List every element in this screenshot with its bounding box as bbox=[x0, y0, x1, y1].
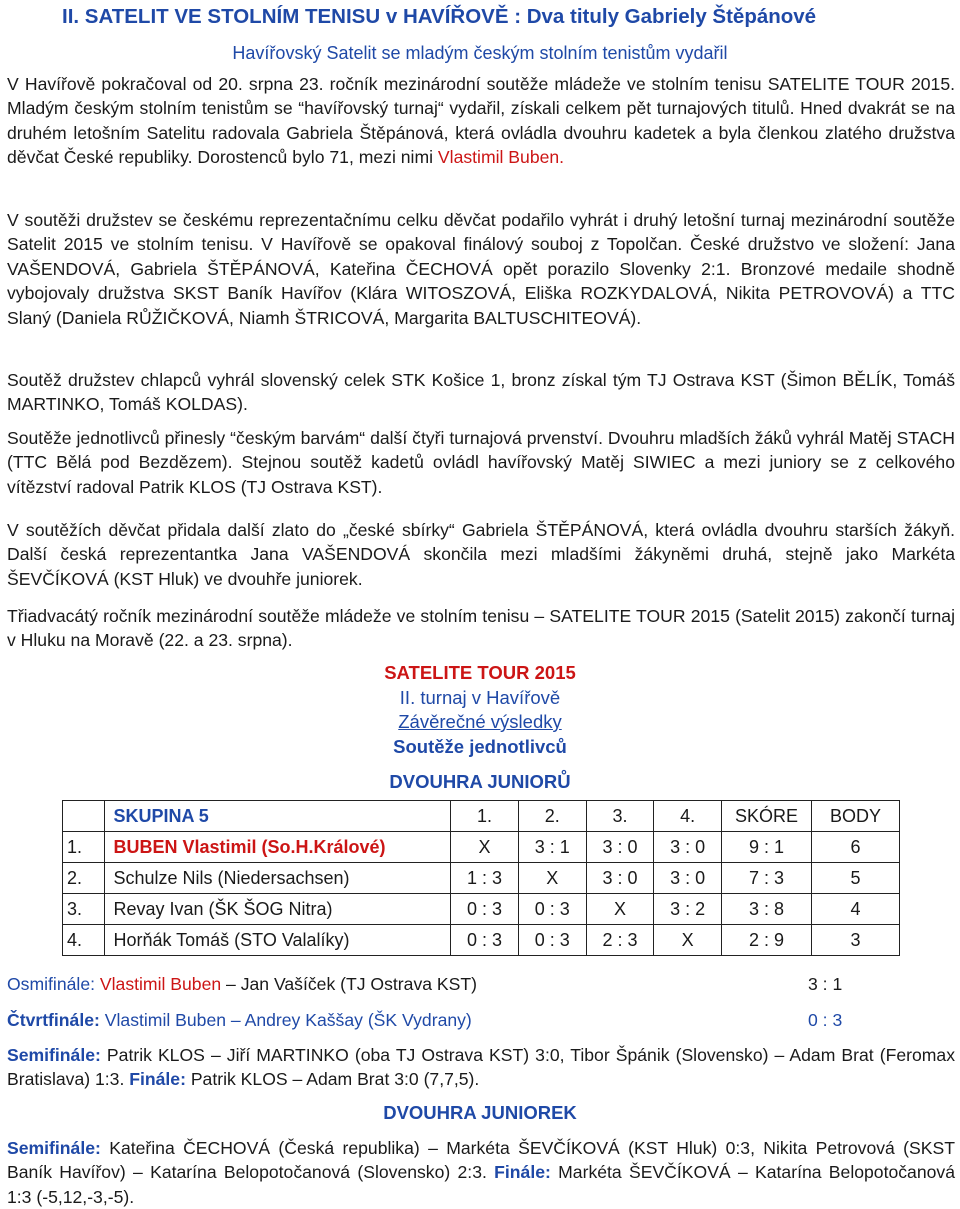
table-header-cell: SKUPINA 5 bbox=[105, 801, 451, 832]
group-table bbox=[62, 800, 900, 956]
paragraph-next-tournament: Třiadvacátý ročník mezinárodní soutěže mládeže ve stolním tenisu – SATELITE TOUR 2015 (Satelit 2015) zakončí turnaj v Hluku na Moravě (22. a 23. srpna). bbox=[7, 606, 955, 651]
article-title: II. SATELIT VE STOLNÍM TENISU v HAVÍŘOVĚ : Dva tituly Gabriely Štěpánové bbox=[62, 5, 817, 28]
table-cell: 0 : 3 bbox=[451, 894, 519, 925]
table-row bbox=[63, 863, 900, 894]
table-cell: 2 : 9 bbox=[722, 925, 812, 956]
table-header-cell: 3. bbox=[586, 801, 654, 832]
table-cell: 5 bbox=[811, 863, 899, 894]
girls-final-text: Markéta ŠEVČÍKOVÁ – Katarína Belopotočanová 1:3 (-5,12,-3,-5). bbox=[7, 1162, 955, 1207]
table-cell: 3 : 1 bbox=[518, 832, 586, 863]
table-cell: 3 : 0 bbox=[586, 863, 654, 894]
table-cell: 1 : 3 bbox=[451, 863, 519, 894]
table-cell: X bbox=[586, 894, 654, 925]
final-label: Finále: bbox=[129, 1069, 186, 1090]
quarterfinal-label: Čtvrtfinále: bbox=[7, 1010, 100, 1030]
round-of-16-player: Vlastimil Buben bbox=[99, 974, 222, 994]
table-header-cell: 4. bbox=[654, 801, 722, 832]
table-cell: 3 : 2 bbox=[654, 894, 722, 925]
paragraph-teams-boys: Soutěž družstev chlapců vyhrál slovenský celek STK Košice 1, bronz získal tým TJ Ostrava KST (Šimon BĚLÍK, Tomáš MARTINKO, Tomáš KOLDAS). bbox=[7, 370, 955, 415]
table-cell: 0 : 3 bbox=[451, 925, 519, 956]
article-subtitle: Havířovský Satelit se mladým českým stolním tenistům vydařil bbox=[232, 43, 728, 63]
final-results-link[interactable]: Závěrečné výsledky bbox=[398, 711, 562, 732]
quarterfinal-text: Vlastimil Buben – Andrey Kaššay (ŠK Vydrany) bbox=[99, 1010, 472, 1030]
table-cell: 3 bbox=[811, 925, 899, 956]
semifinal-label: Semifinále: bbox=[7, 1045, 101, 1065]
paragraph-teams-girls: V soutěži družstev se českému reprezentačnímu celku děvčat podařilo vyhrát i druhý letošní turnaj mezinárodní soutěže Satelit 2015 ve stolním tenisu. V Havířově se opakoval finálový souboj z Topolčan. České družstvo ve složení: Jana VAŠENDOVÁ, Gabriela ŠTĚPÁNOVÁ, Kateřina ČECHOVÁ opět porazilo Slovenky 2:1. Bronzové medaile shodně vybojovaly družstva SKST Baník Havířov (Klára WITOSZOVÁ, Eliška ROZKYDALOVÁ, Nikita PETROVOVÁ) a TTC Slaný (Daniela RŮŽIČKOVÁ, Niamh ŠTRICOVÁ, Margarita BALTUSCHITEOVÁ). bbox=[7, 210, 955, 328]
table-cell: 4. bbox=[63, 925, 105, 956]
table-cell bbox=[63, 801, 105, 832]
table-cell: 4 bbox=[811, 894, 899, 925]
girls-semifinal-label: Semifinále: bbox=[7, 1138, 101, 1158]
table-header-cell: BODY bbox=[811, 801, 899, 832]
paragraph-intro-text: V Havířově pokračoval od 20. srpna 23. ročník mezinárodní soutěže mládeže ve stolním tenisu SATELITE TOUR 2015. Mladým českým stolním tenistům se “havířovský turnaj“ vydařil, získali celkem pět turnajových titulů. Hned dvakrát se na druhém letošním Satelitu radovala Gabriela Štěpánová, která ovládla dvouhru kadetek a byla členkou zlatého družstva děvčat České republiky. Dorostenců bylo 71, mezi nimi bbox=[7, 74, 955, 168]
girls-final-label: Finále: bbox=[494, 1162, 551, 1183]
table-cell: Horňák Tomáš (STO Valalíky) bbox=[105, 925, 451, 956]
table-cell: X bbox=[654, 925, 722, 956]
table-cell: Schulze Nils (Niedersachsen) bbox=[105, 863, 451, 894]
event-heading: SATELITE TOUR 2015 bbox=[384, 662, 576, 683]
semifinal-text: Patrik KLOS – Jiří MARTINKO (oba TJ Ostrava KST) 3:0, Tibor Špánik (Slovensko) – Adam Brat (Feromax Bratislava) 1:3. bbox=[7, 1045, 955, 1090]
table-header-cell: 1. bbox=[451, 801, 519, 832]
table-cell: 3 : 0 bbox=[654, 832, 722, 863]
table-cell: 0 : 3 bbox=[518, 894, 586, 925]
table-cell: 7 : 3 bbox=[722, 863, 812, 894]
paragraph-intro bbox=[7, 72, 955, 170]
round-of-16-opponent: – Jan Vašíček (TJ Ostrava KST) bbox=[221, 974, 477, 994]
table-cell: 6 bbox=[811, 832, 899, 863]
table-cell: 2 : 3 bbox=[586, 925, 654, 956]
paragraph-girls: V soutěžích děvčat přidala další zlato do „české sbírky“ Gabriela ŠTĚPÁNOVÁ, která ovládla dvouhru starších žákyň. Další česká reprezentantka Jana VAŠENDOVÁ skončila mezi mladšími žákyněmi druhá, stejně jako Markéta ŠEVČÍKOVÁ (KST Hluk) ve dvouhře juniorek. bbox=[7, 520, 955, 589]
table-row bbox=[63, 925, 900, 956]
table-row bbox=[63, 832, 900, 863]
round-of-16-label: Osmifinále: bbox=[7, 974, 95, 994]
table-header-cell: SKÓRE bbox=[722, 801, 812, 832]
table-cell: 9 : 1 bbox=[722, 832, 812, 863]
table-cell: 3 : 8 bbox=[722, 894, 812, 925]
paragraph-singles: Soutěže jednotlivců přinesly “českým barvám“ další čtyři turnajová prvenství. Dvouhru mladších žáků vyhrál Matěj STACH (TTC Bělá pod Bezdězem). Stejnou soutěž kadetů ovládl havířovský Matěj SIWIEC a mezi juniory se z celkového vítězství radoval Patrik KLOS (TJ Ostrava KST). bbox=[7, 428, 955, 497]
quarterfinal-score: 0 : 3 bbox=[808, 1010, 843, 1030]
highlight-vlastimil-buben: Vlastimil Buben. bbox=[437, 147, 565, 168]
table-cell: 3 : 0 bbox=[654, 863, 722, 894]
table-header-cell: 2. bbox=[518, 801, 586, 832]
final-text: Patrik KLOS – Adam Brat 3:0 (7,7,5). bbox=[185, 1069, 480, 1090]
table-cell: 1. bbox=[63, 832, 105, 863]
table-cell: X bbox=[451, 832, 519, 863]
tournament-heading: II. turnaj v Havířově bbox=[399, 687, 561, 708]
table-cell: 0 : 3 bbox=[518, 925, 586, 956]
round-of-16-score: 3 : 1 bbox=[808, 974, 843, 994]
table-row bbox=[63, 894, 900, 925]
semifinal-paragraph bbox=[7, 1043, 955, 1092]
table-cell: 3. bbox=[63, 894, 105, 925]
table-cell: X bbox=[518, 863, 586, 894]
table-cell: 3 : 0 bbox=[586, 832, 654, 863]
table-header-row bbox=[63, 801, 900, 832]
girls-semifinal-paragraph bbox=[7, 1136, 955, 1209]
junior-girls-heading: DVOUHRA JUNIOREK bbox=[383, 1102, 577, 1123]
table-cell: BUBEN Vlastimil (So.H.Králové) bbox=[105, 832, 451, 863]
junior-boys-heading: DVOUHRA JUNIORŮ bbox=[389, 771, 571, 792]
table-cell: 2. bbox=[63, 863, 105, 894]
table-cell: Revay Ivan (ŠK ŠOG Nitra) bbox=[105, 894, 451, 925]
singles-heading: Soutěže jednotlivců bbox=[393, 736, 567, 757]
girls-semifinal-text: Kateřina ČECHOVÁ (Česká republika) – Markéta ŠEVČÍKOVÁ (KST Hluk) 0:3, Nikita Petrovová (SKST Baník Havířov) – Katarína Belopotočanová (Slovensko) 2:3. bbox=[7, 1138, 955, 1183]
